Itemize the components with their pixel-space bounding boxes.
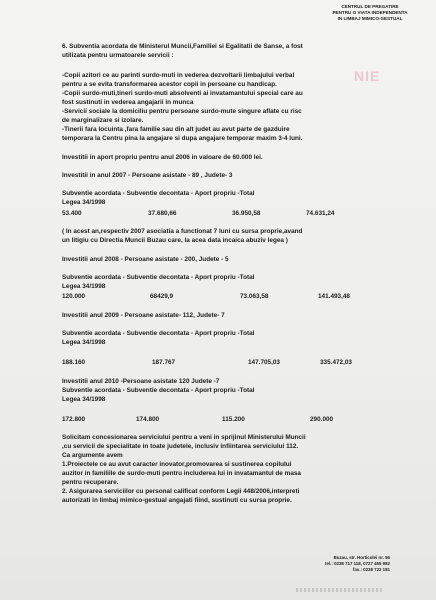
bullet-2-line-1: -Copii surdo-muti,tineri surdo-muti absolventi ai invatamantului special care au [62,90,303,97]
closing-line-4: 1.Proiectele ce au avut caracter inovator,promovarea si sustinerea copilului [62,461,292,468]
note-line-1: ( In acest an,respectiv 2007 asociatia a functionat 7 luni cu sursa proprie,avand [62,228,303,235]
bullet-2-line-2: fost sustinuti in vederea angajarii in munca [62,99,194,106]
closing-line-8: autorizati in limbaj mimico-gestual angajati fiind, sustinuti cu sursa proprie. [62,497,292,504]
year-2009-value-4: 335.472,03 [320,359,352,366]
year-2008-value-2: 68429,9 [150,293,174,300]
footer-smudge [296,588,384,592]
year-2007-value-3: 36.950,58 [232,210,261,217]
footer-address: Buzau, str. Horticolei nr. 56 [333,555,390,560]
header-line-1: CENTRUL DE PREGATIRE [341,4,399,9]
org-header [310,4,430,22]
year-2010-value-3: 115.200 [222,416,245,423]
closing-line-5: auzitor in familiile de surdo-muti pentru includerea lui in invatamantul de masa [62,470,301,477]
year-2010-law: Legea 34/1998 [62,396,106,403]
year-2007-heading: Investitii in anul 2007 - Persoane asistate - 89 , Judete- 3 [62,172,233,179]
bullet-1-line-1: -Copii azitori ce au parinti surdo-muti in vederea dezvoltarii limbajului verbal [62,72,295,79]
contact-footer [325,555,390,574]
closing-line-3: Ca argumente avem [62,452,123,459]
year-2009-law: Legea 34/1998 [62,339,106,346]
section-title-line-2: utilizata pentru urmatoarele servicii : [62,52,174,59]
year-2007-value-2: 37.680,66 [148,210,177,217]
section-title-line-1: 6. Subventia acordata de Ministerul Muncii,Familiei si Egalitatii de Sanse, a fost [62,43,303,50]
year-2008-value-4: 141.493,48 [318,293,350,300]
year-2010-heading: Investitii anul 2010 -Persoane asistate 120 Judete -7 [62,378,220,385]
closing-line-7: 2. Asigurarea serviciilor cu personal calificat conform Legii 448/2006,interpreti [62,488,300,495]
year-2009-heading: Investitii anul 2009 - Persoane asistate- 112, Judete- 7 [62,312,225,319]
year-2007-law: Legea 34/1998 [62,199,106,206]
year-2009-value-2: 187.767 [152,359,176,366]
year-2008-heading: Investitii anul 2008 - Persoane asistate - 200, Judete - 5 [62,256,229,263]
footer-fax: fax.: 0238 722 181 [352,567,390,573]
bullet-4-line-2: temporara la Centru pina la angajare si dupa angajare temporar maxim 3-4 luni. [62,135,303,142]
bullet-3-line-1: -Servicii sociale la domiciliu pentru persoane surdo-mute singure aflate cu risc [62,108,302,115]
year-2008-columns: Subventie acordata - Subventie decontata - Aport propriu -Total [62,274,255,281]
bullet-1-line-2: pentru a se evita transformarea acestor copii in persoane cu handicap. [62,81,277,88]
closing-line-1: Solicitam concesionarea serviciului pentru a veni in sprijinul Ministerului Muncii [62,434,306,441]
year-2008-value-1: 120.000 [62,293,86,300]
year-2010-columns: Subventie acordata - Subventie decontata - Aport propriu -Total [62,387,255,394]
header-line-3: IN LIMBAJ MIMICO-GESTUAL [337,16,403,21]
year-2007-columns: Subventie acordata - Subventie decontata - Aport propriu -Total [62,190,255,197]
year-2010-value-4: 290.000 [310,416,334,423]
year-2009-value-3: 147.705,03 [248,359,280,366]
bullet-3-line-2: de marginalizare si izolare. [62,117,144,124]
bullet-4-line-1: -Tinerii fara locuinta ,fara familie sau din alt judet au avut parte de gazduire [62,126,290,133]
year-2009-value-1: 188.160 [62,359,86,366]
year-2007-value-1: 53.400 [62,210,82,217]
year-2010-value-1: 172.800 [62,416,86,423]
closing-line-2: ,cu servicii de specialitate in toate judetele, inclusiv infiintarea serviciului 112. [62,443,299,450]
year-2008-law: Legea 34/1998 [62,283,106,290]
year-2010-value-2: 174.800 [136,416,160,423]
header-line-2: PENTRU O VIATA INDEPENDENTA [332,10,408,15]
closing-line-6: pentru recuperare. [62,479,119,486]
note-line-2: un litigiu cu Directia Muncii Buzau care, la acea data incaica abuziv legea ) [62,237,288,244]
year-2008-value-3: 73.063,58 [240,293,269,300]
footer-phone: tel.: 0238 717 118, 0727 465 982 [325,561,390,567]
year-2009-columns: Subventie acordata - Subventie decontata - Aport propriu -Total [62,330,255,337]
investment-2006: Investitii in aport propriu pentru anul 2006 in valoare de 60.000 lei. [62,154,263,161]
year-2007-value-4: 74.631,24 [306,210,335,217]
faded-logo: NIE [354,68,381,84]
